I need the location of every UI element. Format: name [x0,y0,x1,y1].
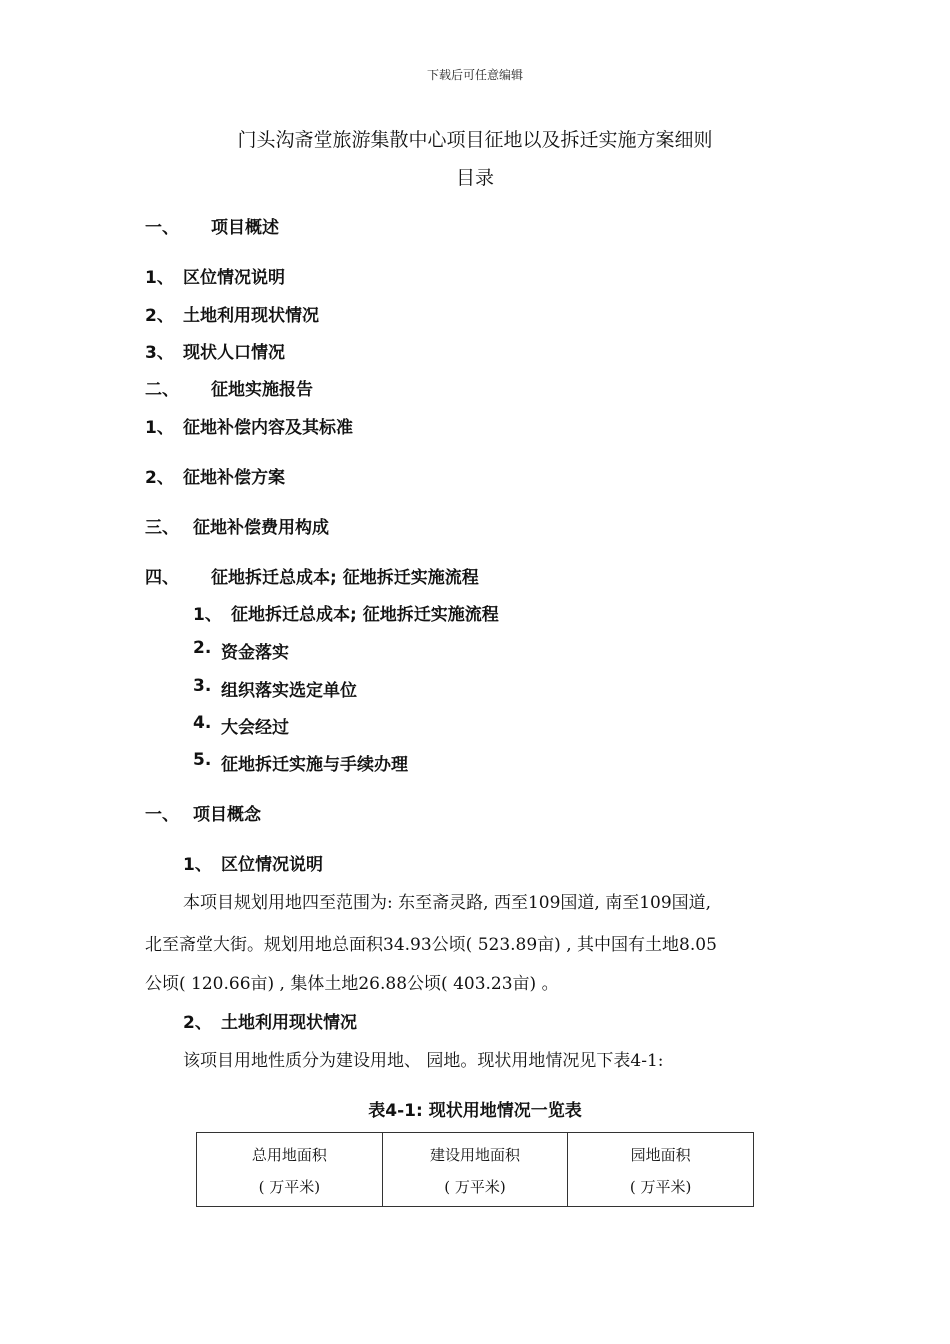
toc-item-text: 资金落实 [221,643,289,663]
toc-item-number: 四、 [145,568,179,588]
toc-item-number: 一、 [145,218,179,238]
toc-item-number: 二、 [145,380,179,400]
toc-item-text: 征地拆迁实施与手续办理 [221,755,408,775]
toc-item[interactable] [145,263,285,288]
paragraph-line: 本项目规划用地四至范围为: 东至斋灵路, 西至109国道, 南至109国道, [183,893,712,913]
subsection-heading [183,850,323,875]
document-title: 门头沟斋堂旅游集散中心项目征地以及拆迁实施方案细则 [237,129,713,151]
toc-item[interactable] [145,375,313,400]
toc-item-number: 三、 [145,518,179,538]
toc-item[interactable] [145,213,279,238]
table-caption: 表4-1: 现状用地情况一览表 [368,1101,582,1121]
toc-item[interactable] [145,563,479,588]
toc-item[interactable] [193,750,408,775]
subsection-heading [183,1008,357,1033]
toc-item[interactable] [193,713,289,738]
toc-item-text: 组织落实选定单位 [221,681,357,701]
toc-item[interactable] [145,463,285,488]
toc-item[interactable] [145,413,353,438]
toc-heading: 目录 [455,167,494,189]
subsection-title: 土地利用现状情况 [221,1013,357,1033]
toc-item[interactable] [193,600,499,625]
column-header: 总用地面积 [251,1146,327,1164]
toc-item[interactable] [145,338,285,363]
toc-item[interactable] [145,513,329,538]
table-cell [197,1133,383,1207]
toc-item-text: 征地补偿方案 [183,468,285,488]
toc-item-text: 征地补偿内容及其标准 [183,418,353,438]
toc-item-number: 3、 [145,343,174,363]
column-unit: ( 万平米) [629,1178,692,1196]
toc-item-text: 征地实施报告 [211,380,313,400]
toc-item-text: 现状人口情况 [183,343,285,363]
toc-item[interactable] [193,638,289,663]
subsection-title: 区位情况说明 [221,855,323,875]
page-header-note: 下载后可任意编辑 [426,68,523,82]
column-header: 园地面积 [630,1146,691,1164]
toc-item-number: 1、 [145,268,174,288]
subsection-number: 1、 [183,855,212,875]
land-use-table [196,1132,754,1207]
column-header: 建设用地面积 [429,1146,520,1164]
paragraph-line: 北至斋堂大街。规划用地总面积34.93公顷( 523.89亩) , 其中国有土地8.05 [145,935,717,955]
toc-item-text: 土地利用现状情况 [183,306,319,326]
toc-item-text: 区位情况说明 [183,268,285,288]
toc-item-number: 2、 [145,468,174,488]
section-heading [145,800,261,825]
toc-item-text: 项目概述 [211,218,279,238]
toc-item-text: 大会经过 [221,718,289,738]
toc-item-text: 征地拆迁总成本; 征地拆迁实施流程 [211,568,479,588]
toc-item-number: 1、 [145,418,174,438]
toc-item-text: 征地补偿费用构成 [193,518,329,538]
toc-item-number: 1、 [193,605,222,625]
section-number: 一、 [145,805,179,825]
toc-item-number: 2、 [145,306,174,326]
table-cell [568,1133,754,1207]
column-unit: ( 万平米) [444,1178,506,1196]
section-title: 项目概念 [193,805,261,825]
toc-item[interactable] [145,301,319,326]
toc-item-number: 2. [193,638,212,658]
column-unit: ( 万平米) [258,1178,321,1196]
toc-item-number: 4. [193,713,212,733]
subsection-number: 2、 [183,1013,212,1033]
toc-item[interactable] [193,676,357,701]
paragraph-line: 该项目用地性质分为建设用地、 园地。现状用地情况见下表4-1: [183,1051,664,1071]
paragraph-line: 公顷( 120.66亩) , 集体土地26.88公顷( 403.23亩) 。 [145,974,559,994]
toc-item-number: 3. [193,676,212,696]
toc-item-text: 征地拆迁总成本; 征地拆迁实施流程 [231,605,499,625]
table-cell [382,1133,568,1207]
toc-item-number: 5. [193,750,212,770]
table-row [197,1133,754,1207]
